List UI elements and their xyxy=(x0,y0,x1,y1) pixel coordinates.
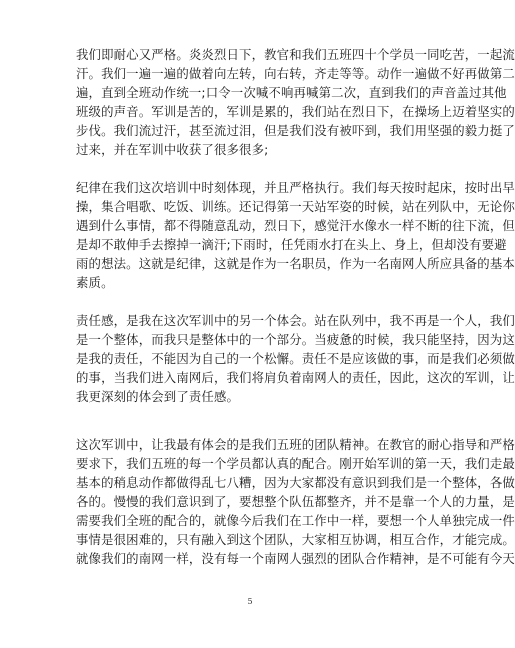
text-line: 过来，并在军训中收获了很多很多; xyxy=(76,142,269,157)
text-line: 责任感，是我在这次军训中的另一个体会。站在队列中，我不再是一个人，我们 xyxy=(76,313,515,328)
text-line: 的事，当我们进入南网后，我们将肩负着南网人的责任，因此，这次的军训，让 xyxy=(76,370,515,385)
text-line: 就像我们的南网一样，没有每一个南网人强烈的团队合作精神，是不可能有今天 xyxy=(76,551,515,566)
text-line: 要求下，我们五班的每一个学员都认真的配合。刚开始军训的第一天，我们走最 xyxy=(76,456,515,471)
text-line: 事情是很困难的，只有融入到这个团队，大家相互协调，相互合作，才能完成。 xyxy=(76,532,515,547)
text-line: 纪律在我们这次培训中时刻体现，并且严格执行。我们每天按时起床，按时出早 xyxy=(76,180,515,195)
text-line: 我更深刻的体会到了责任感。 xyxy=(76,389,240,404)
text-line: 雨的想法。这就是纪律，这就是作为一名职员，作为一名南网人所应具备的基本 xyxy=(76,256,515,271)
text-line: 是我的责任，不能因为自己的一个松懈。责任不是应该做的事，而是我们必须做 xyxy=(76,351,515,366)
text-line: 素质。 xyxy=(76,275,114,290)
text-line: 基本的稍息动作都做得乱七八糟，因为大家都没有意识到我们是一个整体，各做 xyxy=(76,475,515,490)
text-line: 遍，直到全班动作统一;口令一次喊不响再喊第二次，直到我们的声音盖过其他 xyxy=(76,85,507,100)
text-line: 这次军训中，让我最有体会的是我们五班的团队精神。在教官的耐心指导和严格 xyxy=(76,437,515,452)
text-line: 各的。慢慢的我们意识到了，要想整个队伍都整齐，并不是靠一个人的力量，是 xyxy=(76,494,515,509)
text-line: 是一个整体，而我只是整体中的一个部分。当疲惫的时候，我只能坚持，因为这 xyxy=(76,332,515,347)
text-line: 汗。我们一遍一遍的做着向左转，向右转，齐走等等。动作一遍做不好再做第二 xyxy=(76,66,515,81)
text-line: 我们即耐心又严格。炎炎烈日下，教官和我们五班四十个学员一同吃苦，一起流 xyxy=(76,47,515,62)
text-line: 需要我们全班的配合的，就像今后我们在工作中一样，要想一个人单独完成一件 xyxy=(76,513,515,528)
page-number: 5 xyxy=(247,597,253,606)
text-line: 步伐。我们流过汗，甚至流过泪，但是我们没有被吓到，我们用坚强的毅力挺了 xyxy=(76,123,515,138)
text-line: 操，集合唱歌、吃饭、训练。还记得第一天站军姿的时候，站在列队中，无论你 xyxy=(76,199,515,214)
text-line: 是却不敢伸手去擦掉一滴汗;下雨时，任凭雨水打在头上、身上，但却没有要避 xyxy=(76,237,507,252)
text-line: 班级的声音。军训是苦的，军训是累的，我们站在烈日下，在操场上迈着坚实的 xyxy=(76,104,515,119)
text-line: 遇到什么事情，都不得随意乱动，烈日下，感觉汗水像水一样不断的往下流，但 xyxy=(76,218,515,233)
